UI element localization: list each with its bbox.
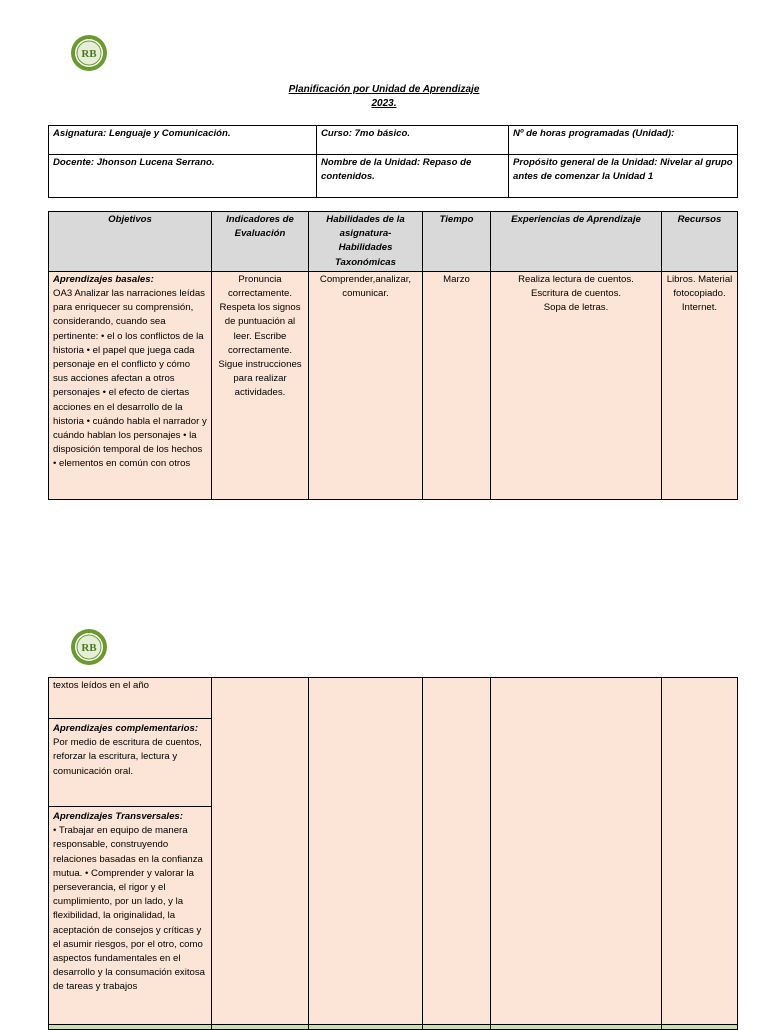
svg-text:RB: RB	[81, 642, 97, 654]
col-habilidades: Habilidades de la asignatura- Habilidades Taxonómicas	[309, 212, 423, 272]
transversales-label: Aprendizajes Transversales:	[53, 811, 183, 822]
tiempo-cell-empty	[423, 678, 491, 1025]
recursos-cell-empty	[662, 678, 738, 1025]
basales-text: OA3 Analizar las narraciones leídas para enriquecer su comprensión, considerando, cuando sea pertinente: • el o los conflictos de la historia • el papel que juega cada personaje en el conflicto y cómo sus acciones afectan a otros personajes • el efecto de ciertas acciones en el desarrollo de la historia • cuándo habla el narrador y cuándo hablan los personajes • la disposición temporal de los hechos • elementos en común con otros	[53, 288, 207, 470]
svg-text:RB: RB	[81, 48, 97, 60]
col-recursos: Recursos	[662, 212, 738, 272]
tiempo-cell: Marzo	[423, 271, 491, 499]
col-experiencias: Experiencias de Aprendizaje	[491, 212, 662, 272]
green-row-cell	[49, 1025, 212, 1030]
transversales-section	[49, 807, 211, 1024]
school-logo-icon	[70, 34, 108, 72]
horas-cell: Nº de horas programadas (Unidad):	[509, 126, 738, 155]
info-table	[48, 125, 738, 198]
green-row-cell	[491, 1025, 662, 1030]
table-row	[49, 678, 738, 1025]
objetivos-cell	[49, 271, 212, 499]
green-row-cell	[662, 1025, 738, 1030]
col-indicadores: Indicadores de Evaluación	[212, 212, 309, 272]
asignatura-cell: Asignatura: Lenguaje y Comunicación.	[49, 126, 317, 155]
planning-table-continued	[48, 677, 738, 1030]
table-row	[49, 271, 738, 499]
transversales-text: • Trabajar en equipo de manera responsable, construyendo relaciones basadas en la confianza mutua. • Comprender y valorar la perseverancia, el rigor y el cumplimiento, por un lado, y la flexibilidad, la originalidad, la aceptación de consejos y críticas y el asumir riesgos, por el otro, como aspectos fundamentales en el desarrollo y la consumación exitosa de tareas y trabajos	[53, 825, 205, 993]
green-row-cell	[212, 1025, 309, 1030]
recursos-cell: Libros. Material fotocopiado. Internet.	[662, 271, 738, 499]
school-logo-icon	[70, 628, 108, 666]
table-row	[49, 1025, 738, 1030]
experiencia-item: Sopa de letras.	[543, 302, 609, 314]
indicadores-cell: Pronuncia correctamente. Respeta los signos de puntuación al leer. Escribe correctamente. Sigue instrucciones para realizar actividades.	[212, 271, 309, 499]
experiencias-cell-empty	[491, 678, 662, 1025]
page-title	[0, 83, 768, 111]
habilidades-cell-empty	[309, 678, 423, 1025]
green-row-cell	[309, 1025, 423, 1030]
planning-table	[48, 211, 738, 500]
green-row-cell	[423, 1025, 491, 1030]
docente-cell: Docente: Jhonson Lucena Serrano.	[49, 155, 317, 198]
unidad-cell: Nombre de la Unidad: Repaso de contenidos.	[317, 155, 509, 198]
indicadores-cell-empty	[212, 678, 309, 1025]
curso-cell: Curso: 7mo básico.	[317, 126, 509, 155]
col-objetivos: Objetivos	[49, 212, 212, 272]
complementarios-text: Por medio de escritura de cuentos, reforzar la escritura, lectura y comunicación oral.	[53, 737, 202, 777]
continuation-label: textos leídos en el año	[53, 680, 150, 691]
complementarios-section	[49, 719, 211, 807]
title-year: 2023.	[371, 98, 397, 109]
basales-label: Aprendizajes basales:	[53, 273, 154, 285]
habilidades-cell: Comprender,analizar, comunicar.	[309, 271, 423, 499]
continuation-text	[49, 678, 211, 719]
objetivos-cell-continued	[49, 678, 212, 1025]
experiencia-item: Realiza lectura de cuentos.	[518, 273, 634, 285]
experiencias-cell	[491, 271, 662, 499]
complementarios-label: Aprendizajes complementarios:	[53, 723, 199, 734]
title-text: Planificación por Unidad de Aprendizaje	[288, 84, 480, 95]
proposito-cell: Propósito general de la Unidad: Nivelar al grupo antes de comenzar la Unidad 1	[509, 155, 738, 198]
experiencia-item: Escritura de cuentos.	[530, 288, 622, 300]
col-tiempo: Tiempo	[423, 212, 491, 272]
